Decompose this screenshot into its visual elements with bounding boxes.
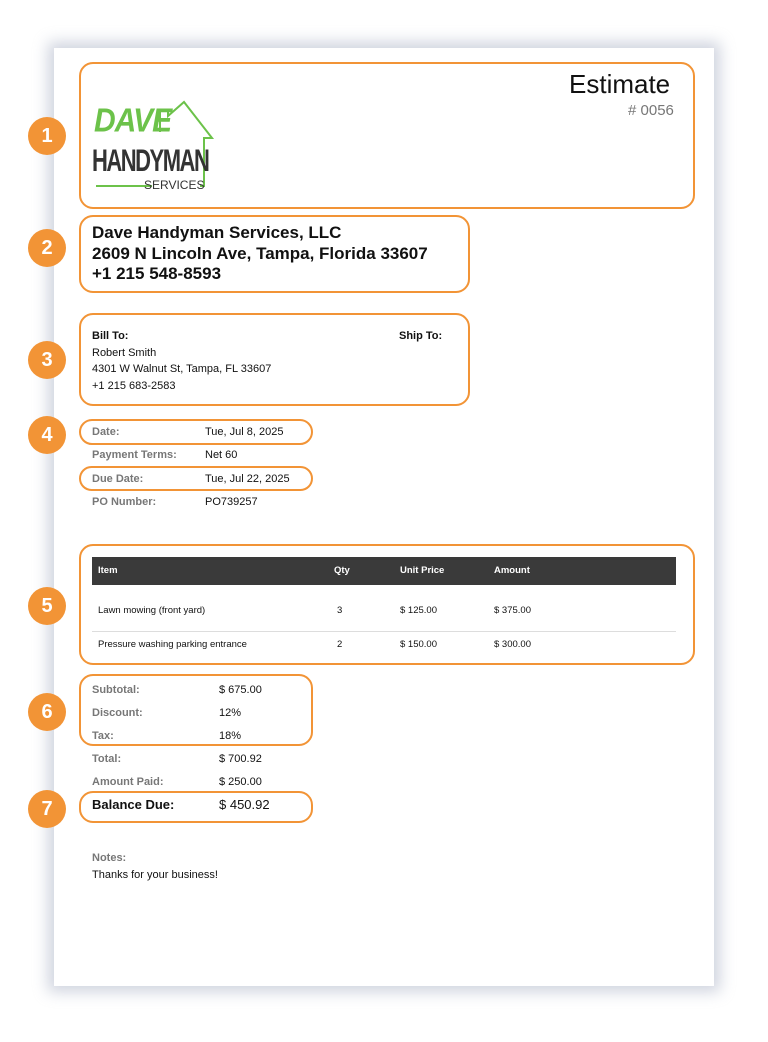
row-item: Lawn mowing (front yard) <box>98 605 206 616</box>
estimate-number: # 0056 <box>628 102 674 119</box>
highlight-bill-to <box>79 313 470 406</box>
company-name: Dave Handyman Services, LLC <box>92 223 342 242</box>
row-qty: 2 <box>337 639 343 650</box>
payment-terms-label: Payment Terms: <box>92 449 177 461</box>
step-badge-1: 1 <box>28 117 66 155</box>
tax-label: Tax: <box>92 730 114 742</box>
bill-to-address: 4301 W Walnut St, Tampa, FL 33607 <box>92 363 272 375</box>
highlight-due-date <box>79 466 313 491</box>
highlight-subtotals <box>79 674 313 746</box>
date-value: Tue, Jul 8, 2025 <box>205 426 284 438</box>
row-amount: $ 300.00 <box>494 639 531 650</box>
due-date-label: Due Date: <box>92 473 144 485</box>
logo-text-dave: DAVE <box>94 103 172 140</box>
column-header-unit-price: Unit Price <box>400 565 445 576</box>
row-amount: $ 375.00 <box>494 605 531 616</box>
step-badge-2: 2 <box>28 229 66 267</box>
row-unit-price: $ 125.00 <box>400 605 437 616</box>
step-badge-7: 7 <box>28 790 66 828</box>
highlight-header <box>79 62 695 209</box>
column-header-amount: Amount <box>494 565 530 576</box>
row-unit-price: $ 150.00 <box>400 639 437 650</box>
bill-to-label: Bill To: <box>92 330 129 342</box>
highlight-company <box>79 215 470 293</box>
step-badge-4: 4 <box>28 416 66 454</box>
column-header-qty: Qty <box>334 565 350 576</box>
highlight-date <box>79 419 313 445</box>
total-label: Total: <box>92 753 122 765</box>
due-date-value: Tue, Jul 22, 2025 <box>205 473 290 485</box>
row-qty: 3 <box>337 605 343 616</box>
notes-label: Notes: <box>92 852 127 864</box>
balance-due-value: $ 450.92 <box>219 797 270 812</box>
date-label: Date: <box>92 426 120 438</box>
logo-text-services: SERVICES <box>144 178 205 192</box>
step-badge-5: 5 <box>28 587 66 625</box>
row-item: Pressure washing parking entrance <box>98 639 247 650</box>
highlight-items-table <box>79 544 695 665</box>
discount-value: 12% <box>219 707 242 719</box>
notes-text: Thanks for your business! <box>92 869 218 881</box>
highlight-balance-due <box>79 791 313 823</box>
bill-to-name: Robert Smith <box>92 347 157 359</box>
step-badge-3: 3 <box>28 341 66 379</box>
balance-due-label: Balance Due: <box>92 797 175 812</box>
document-title: Estimate <box>569 69 671 99</box>
amount-paid-label: Amount Paid: <box>92 776 164 788</box>
tax-value: 18% <box>219 730 242 742</box>
column-header-item: Item <box>98 565 118 576</box>
subtotal-label: Subtotal: <box>92 684 140 696</box>
total-value: $ 700.92 <box>219 753 262 765</box>
payment-terms-value: Net 60 <box>205 449 238 461</box>
amount-paid-value: $ 250.00 <box>219 776 262 788</box>
logo-text-handyman: HANDYMAN <box>92 142 209 179</box>
po-number-value: PO739257 <box>205 496 258 508</box>
company-address: 2609 N Lincoln Ave, Tampa, Florida 33607 <box>92 244 428 263</box>
bill-to-phone: +1 215 683-2583 <box>92 380 176 392</box>
discount-label: Discount: <box>92 707 143 719</box>
ship-to-label: Ship To: <box>399 330 443 342</box>
subtotal-value: $ 675.00 <box>219 684 262 696</box>
step-badge-6: 6 <box>28 693 66 731</box>
company-phone: +1 215 548-8593 <box>92 264 222 283</box>
po-number-label: PO Number: <box>92 496 157 508</box>
